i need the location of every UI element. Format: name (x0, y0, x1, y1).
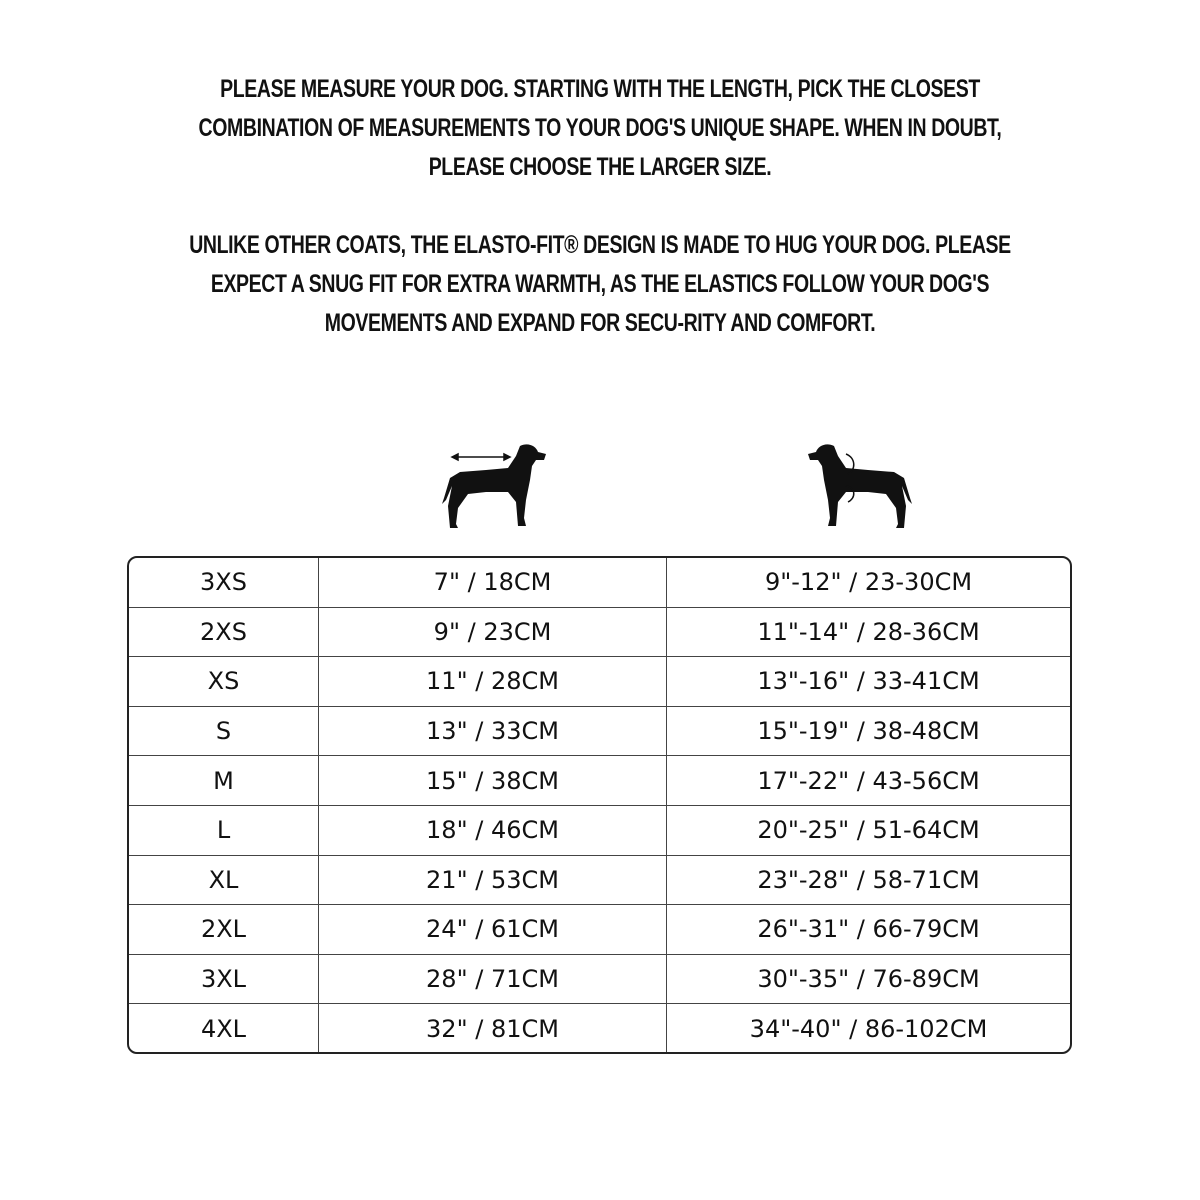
dog-chest-girth-measure-icon (804, 440, 916, 530)
size-cell: 3XL (129, 955, 319, 1004)
intro-paragraph-1: PLEASE MEASURE YOUR DOG. STARTING WITH THE LENGTH, PICK THE CLOSEST COMBINATION OF MEASUREMENTS TO YOUR DOG'S UNIQUE SHAPE. WHEN IN DOUBT, PLEASE CHOOSE THE LARGER SIZE. (198, 75, 1002, 181)
size-cell: L (129, 806, 319, 855)
chest-cell: 13"-16" / 33-41CM (757, 667, 980, 696)
size-cell: 3XS (129, 558, 319, 607)
size-cell: S (129, 707, 319, 756)
chest-cell: 20"-25" / 51-64CM (757, 816, 980, 845)
table-row (129, 608, 1070, 658)
chest-cell: 9"-12" / 23-30CM (764, 568, 973, 597)
length-cell: 24" / 61CM (319, 905, 667, 954)
table-row (129, 1004, 1070, 1054)
dog-length-measure-icon (438, 440, 550, 530)
size-cell: XL (129, 856, 319, 905)
length-cell: 32" / 81CM (319, 1004, 667, 1054)
length-cell: 18" / 46CM (319, 806, 667, 855)
table-row (129, 756, 1070, 806)
length-cell: 9" / 23CM (319, 608, 667, 657)
length-cell: 11" / 28CM (319, 657, 667, 706)
length-cell: 28" / 71CM (319, 955, 667, 1004)
chest-cell: 34"-40" / 86-102CM (749, 1015, 988, 1044)
table-row (129, 657, 1070, 707)
length-cell: 21" / 53CM (319, 856, 667, 905)
chest-cell: 17"-22" / 43-56CM (757, 766, 980, 795)
intro-text (179, 70, 1021, 343)
table-row (129, 856, 1070, 906)
table-row (129, 558, 1070, 608)
size-chart-table (127, 556, 1072, 1054)
size-cell: XS (129, 657, 319, 706)
length-cell: 7" / 18CM (319, 558, 667, 607)
length-cell: 13" / 33CM (319, 707, 667, 756)
length-cell: 15" / 38CM (319, 756, 667, 805)
chest-cell: 11"-14" / 28-36CM (757, 617, 980, 646)
size-cell: 4XL (129, 1004, 319, 1054)
chest-cell: 23"-28" / 58-71CM (757, 865, 980, 894)
table-row (129, 806, 1070, 856)
chest-cell: 26"-31" / 66-79CM (757, 915, 980, 944)
intro-paragraph-2: UNLIKE OTHER COATS, THE ELASTO-FIT® DESIGN IS MADE TO HUG YOUR DOG. PLEASE EXPECT A SNUG FIT FOR EXTRA WARMTH, AS THE ELASTICS FOLLOW YOUR DOG'S MOVEMENTS AND EXPAND FOR SECU-RITY AND COMFORT. (189, 231, 1011, 337)
size-cell: 2XS (129, 608, 319, 657)
size-cell: 2XL (129, 905, 319, 954)
table-row (129, 905, 1070, 955)
size-cell: M (129, 756, 319, 805)
chest-cell: 30"-35" / 76-89CM (757, 965, 980, 994)
chest-cell: 15"-19" / 38-48CM (757, 717, 980, 746)
table-row (129, 707, 1070, 757)
table-row (129, 955, 1070, 1005)
